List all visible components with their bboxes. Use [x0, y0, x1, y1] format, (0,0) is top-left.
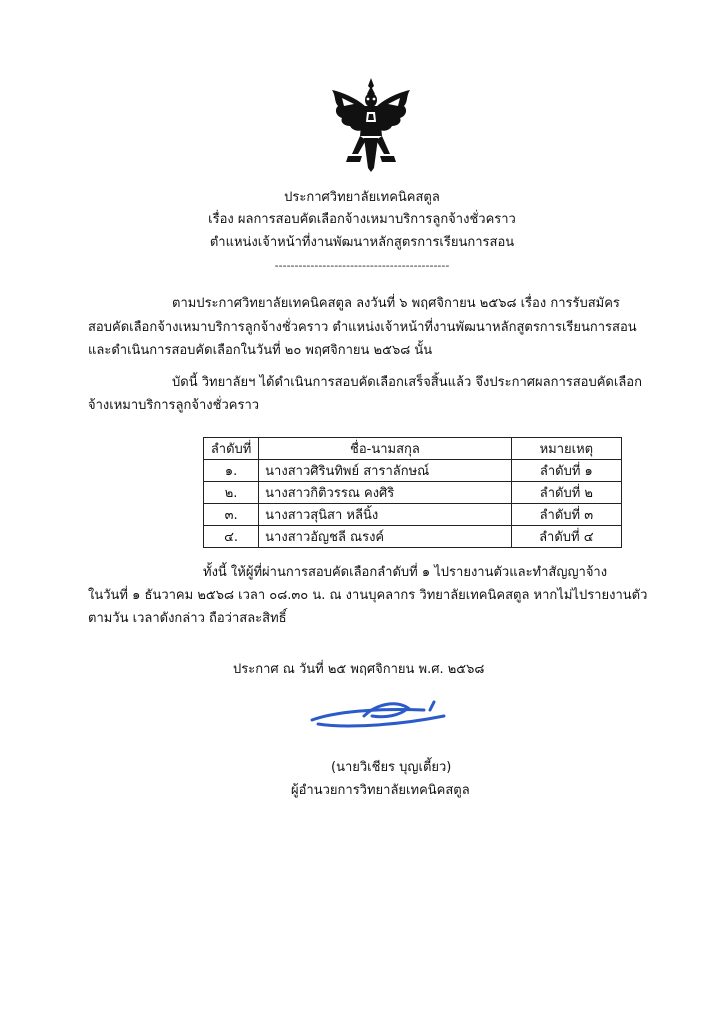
table-header-row: [204, 438, 622, 460]
paragraph-1-line-1: ตามประกาศวิทยาลัยเทคนิคสตูล ลงวันที่ ๖ พฤศจิกายน ๒๕๖๘ เรื่อง การรับสมัคร: [172, 296, 620, 311]
paragraph-3-line-2: ในวันที่ ๑ ธันวาคม ๒๕๖๘ เวลา ๐๘.๓๐ น. ณ งานบุคลากร วิทยาลัยเทคนิคสตูล หากไม่ไปรายงานตัว: [88, 588, 648, 603]
table-header-name: ชื่อ-นามสกุล: [259, 438, 512, 460]
row-name: นางสาวสุนิสา หลีนิ้ง: [259, 504, 512, 526]
paragraph-2-line-2: จ้างเหมาบริการลูกจ้างชั่วคราว: [88, 398, 260, 413]
table-header-note: หมายเหตุ: [511, 438, 621, 460]
paragraph-3-line-3: ตามวัน เวลาดังกล่าว ถือว่าสละสิทธิ์: [88, 611, 287, 626]
announcement-date: ประกาศ ณ วันที่ ๒๕ พฤศจิกายน พ.ศ. ๒๕๖๘: [233, 662, 485, 677]
signer-name: (นายวิเชียร บุญเตี้ยว): [331, 760, 452, 775]
announcement-position: ตำแหน่งเจ้าหน้าที่งานพัฒนาหลักสูตรการเรียนการสอน: [209, 235, 515, 250]
header-separator: --------------------------------------------: [274, 259, 450, 272]
announcement-subject: เรื่อง ผลการสอบคัดเลือกจ้างเหมาบริการลูกจ้างชั่วคราว: [208, 212, 516, 227]
garuda-emblem-icon: [328, 76, 414, 172]
row-order: ๔.: [204, 526, 259, 548]
table-row: [204, 526, 622, 548]
signer-title: ผู้อำนวยการวิทยาลัยเทคนิคสตูล: [291, 783, 470, 798]
results-table: [203, 437, 622, 548]
paragraph-1-line-3: และดำเนินการสอบคัดเลือกในวันที่ ๒๐ พฤศจิกายน ๒๕๖๘ นั้น: [88, 343, 433, 358]
row-order: ๒.: [204, 482, 259, 504]
table-row: [204, 482, 622, 504]
row-note: ลำดับที่ ๒: [511, 482, 621, 504]
row-note: ลำดับที่ ๑: [511, 460, 621, 482]
row-order: ๑.: [204, 460, 259, 482]
handwritten-signature-icon: [304, 694, 454, 734]
paragraph-1-line-2: สอบคัดเลือกจ้างเหมาบริการลูกจ้างชั่วคราว ตำแหน่งเจ้าหน้าที่งานพัฒนาหลักสูตรการเรียนการสอน: [88, 320, 637, 335]
table-row: [204, 504, 622, 526]
paragraph-2-line-1: บัดนี้ วิทยาลัยฯ ได้ดำเนินการสอบคัดเลือกเสร็จสิ้นแล้ว จึงประกาศผลการสอบคัดเลือก: [172, 375, 642, 390]
announcement-org-title: ประกาศวิทยาลัยเทคนิคสตูล: [284, 190, 440, 205]
paragraph-3-line-1: ทั้งนี้ ให้ผู้ที่ผ่านการสอบคัดเลือกลำดับที่ ๑ ไปรายงานตัวและทำสัญญาจ้าง: [203, 565, 608, 580]
row-note: ลำดับที่ ๓: [511, 504, 621, 526]
row-name: นางสาวศิรินทิพย์ สาราลักษณ์: [259, 460, 512, 482]
table-row: [204, 460, 622, 482]
row-name: นางสาวกิติวรรณ คงศิริ: [259, 482, 512, 504]
table-header-order: ลำดับที่: [204, 438, 259, 460]
row-order: ๓.: [204, 504, 259, 526]
row-name: นางสาวอัญชลี ณรงค์: [259, 526, 512, 548]
row-note: ลำดับที่ ๔: [511, 526, 621, 548]
